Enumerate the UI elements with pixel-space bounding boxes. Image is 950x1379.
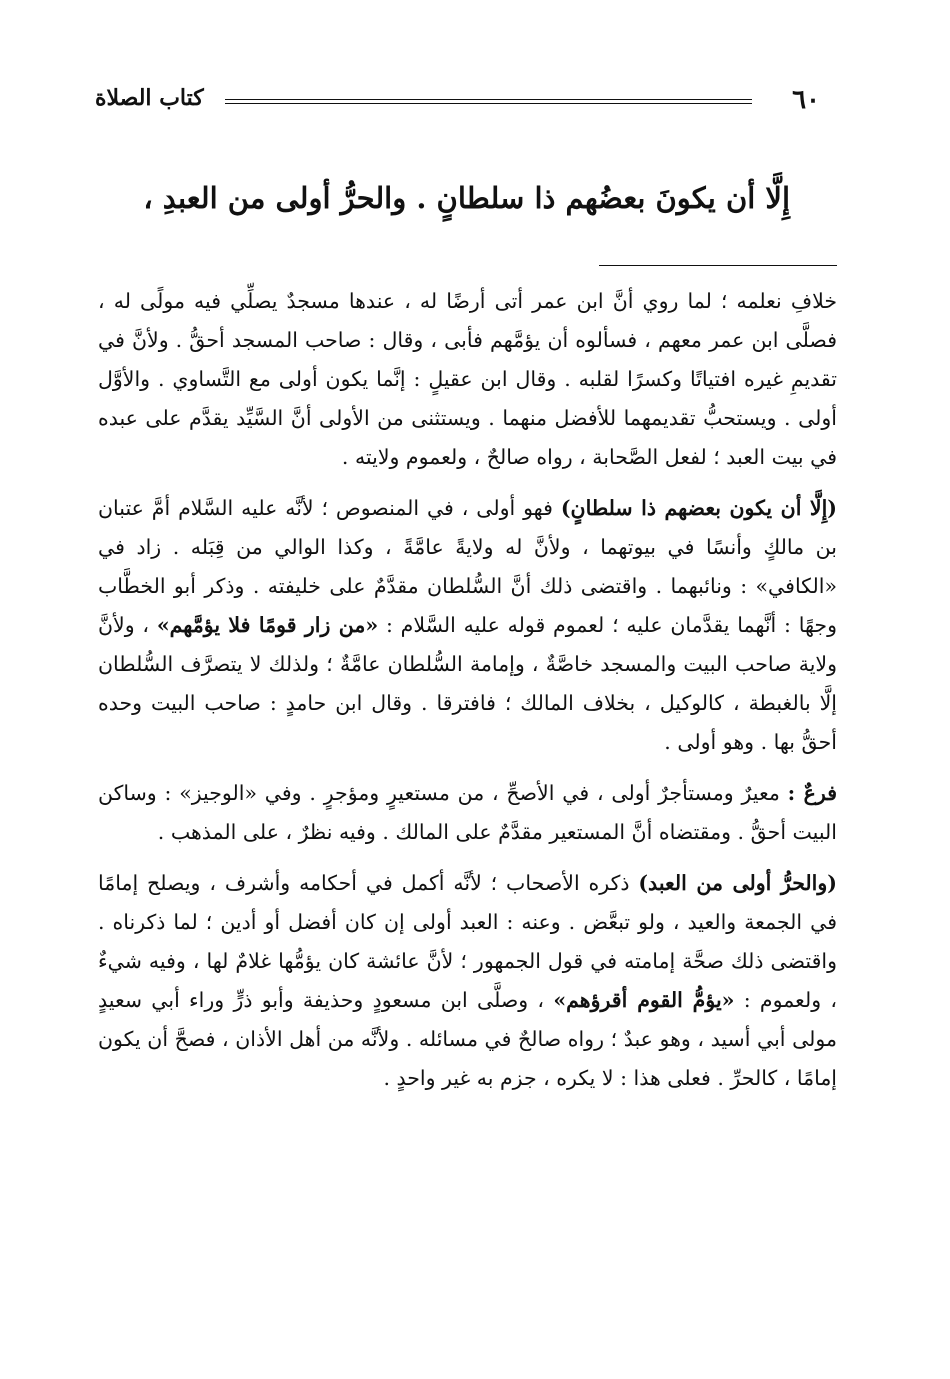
page-number: ٦٠ (792, 85, 820, 115)
paragraph-2-text: فهو أولى ، في المنصوص ؛ لأنَّه عليه السَّلام أمَّ عتبان بن مالكٍ وأنسًا في بيوتهما ، ولأنَّ له ولايةً عامَّةً ، وكذا الوالي من قِبَله . زاد في «الكافي» : ونائبهما . واقتضى ذلك أنَّ السُّلطان مقدَّمٌ على خليفته . وذكر أبو الخطَّاب وجهًا : أنَّهما يقدَّمان عليه ؛ لعموم قوله عليه السَّلام : (98, 496, 837, 637)
paragraph-3-lead: فرعٌ : (787, 781, 837, 805)
paragraph-4 (98, 864, 837, 1098)
paragraph-2-hadith-quote: «من زار قومًا فلا يؤمَّهم» (156, 613, 379, 637)
paragraph-4-text-cont: ، وصلَّى ابن مسعودٍ وحذيفة وأبو ذرٍّ وراء أبي سعيدٍ مولى أبي أسيد ، وهو عبدٌ ؛ رواه صالحٌ في مسائله . ولأنَّه من أهل الأذان ، فصحَّ أن يكون إمامًا ، كالحرِّ . فعلى هذا : لا يكره ، جزم به غير واحدٍ . (98, 988, 837, 1090)
matn-text: إِلَّا أن يكونَ بعضُهم ذا سلطانٍ . والحرُّ أولى من العبدِ ، (143, 181, 790, 215)
paragraph-4-text: ذكره الأصحاب ؛ لأنَّه أكمل في أحكامه وأشرف ، ويصلح إمامًا في الجمعة والعيد ، ولو تبعَّض . وعنه : العبد أولى إن كان أفضل أو أدين ؛ لما ذكرناه . واقتضى ذلك صحَّة إمامته في قول الجمهور ؛ لأنَّ عائشة كان يؤمُّها غلامٌ لها ، وفيه شيءٌ ، ولعموم : (98, 871, 837, 1012)
running-title: كتاب الصلاة (95, 85, 204, 111)
paragraph-2-lead: (إِلَّا أن يكون بعضهم ذا سلطانٍ) (560, 496, 837, 520)
paragraph-2-text-cont: ، ولأنَّ ولاية صاحب البيت والمسجد خاصَّةٌ ، وإمامة السُّلطان عامَّةٌ ؛ ولذلك لا يتصرَّف السُّلطان إلَّا بالغبطة ، كالوكيل ، بخلاف المالك ؛ فافترقا . وقال ابن حامدٍ : صاحب البيت وحده أحقُّ بها . وهو أولى . (98, 613, 837, 754)
paragraph-1-text: خلافِ نعلمه ؛ لما روي أنَّ ابن عمر أتى أرضًا له ، عندها مسجدٌ يصلِّي فيه مولًى له ، فصلَّى ابن عمر معهم ، فسألوه أن يؤمَّهم فأبى ، وقال : صاحب المسجد أحقُّ . ولأنَّ في تقديمِ غيره افتياتًا وكسرًا لقلبه . وقال ابن عقيلٍ : إنَّما يكون أولى مع التَّساوي . والأوَّل أولى . ويستحبُّ تقديمهما للأفضل منهما . ويستثنى من الأولى أنَّ السَّيِّد يقدَّم على عبده في بيت العبد ؛ لفعل الصَّحابة ، رواه صالحٌ ، ولعموم ولايته . (98, 289, 837, 469)
paragraph-3-text: معيرٌ ومستأجرٌ أولى ، في الأصحِّ ، من مستعيرٍ ومؤجرٍ . وفي «الوجيز» : وساكن البيت أحقُّ . ومقتضاه أنَّ المستعير مقدَّمٌ على المالك . وفيه نظرٌ ، على المذهب . (98, 781, 837, 844)
page-header (95, 85, 820, 121)
commentary-body (98, 282, 837, 1110)
footnote-separator (599, 265, 837, 266)
header-rule (225, 99, 752, 104)
paragraph-4-hadith-quote: «يؤمُّ القوم أقرؤهم» (553, 988, 735, 1012)
paragraph-2 (98, 489, 837, 762)
paragraph-4-lead: (والحرُّ أولى من العبد) (638, 871, 837, 895)
paragraph-3 (98, 774, 837, 852)
paragraph-1 (98, 282, 837, 477)
